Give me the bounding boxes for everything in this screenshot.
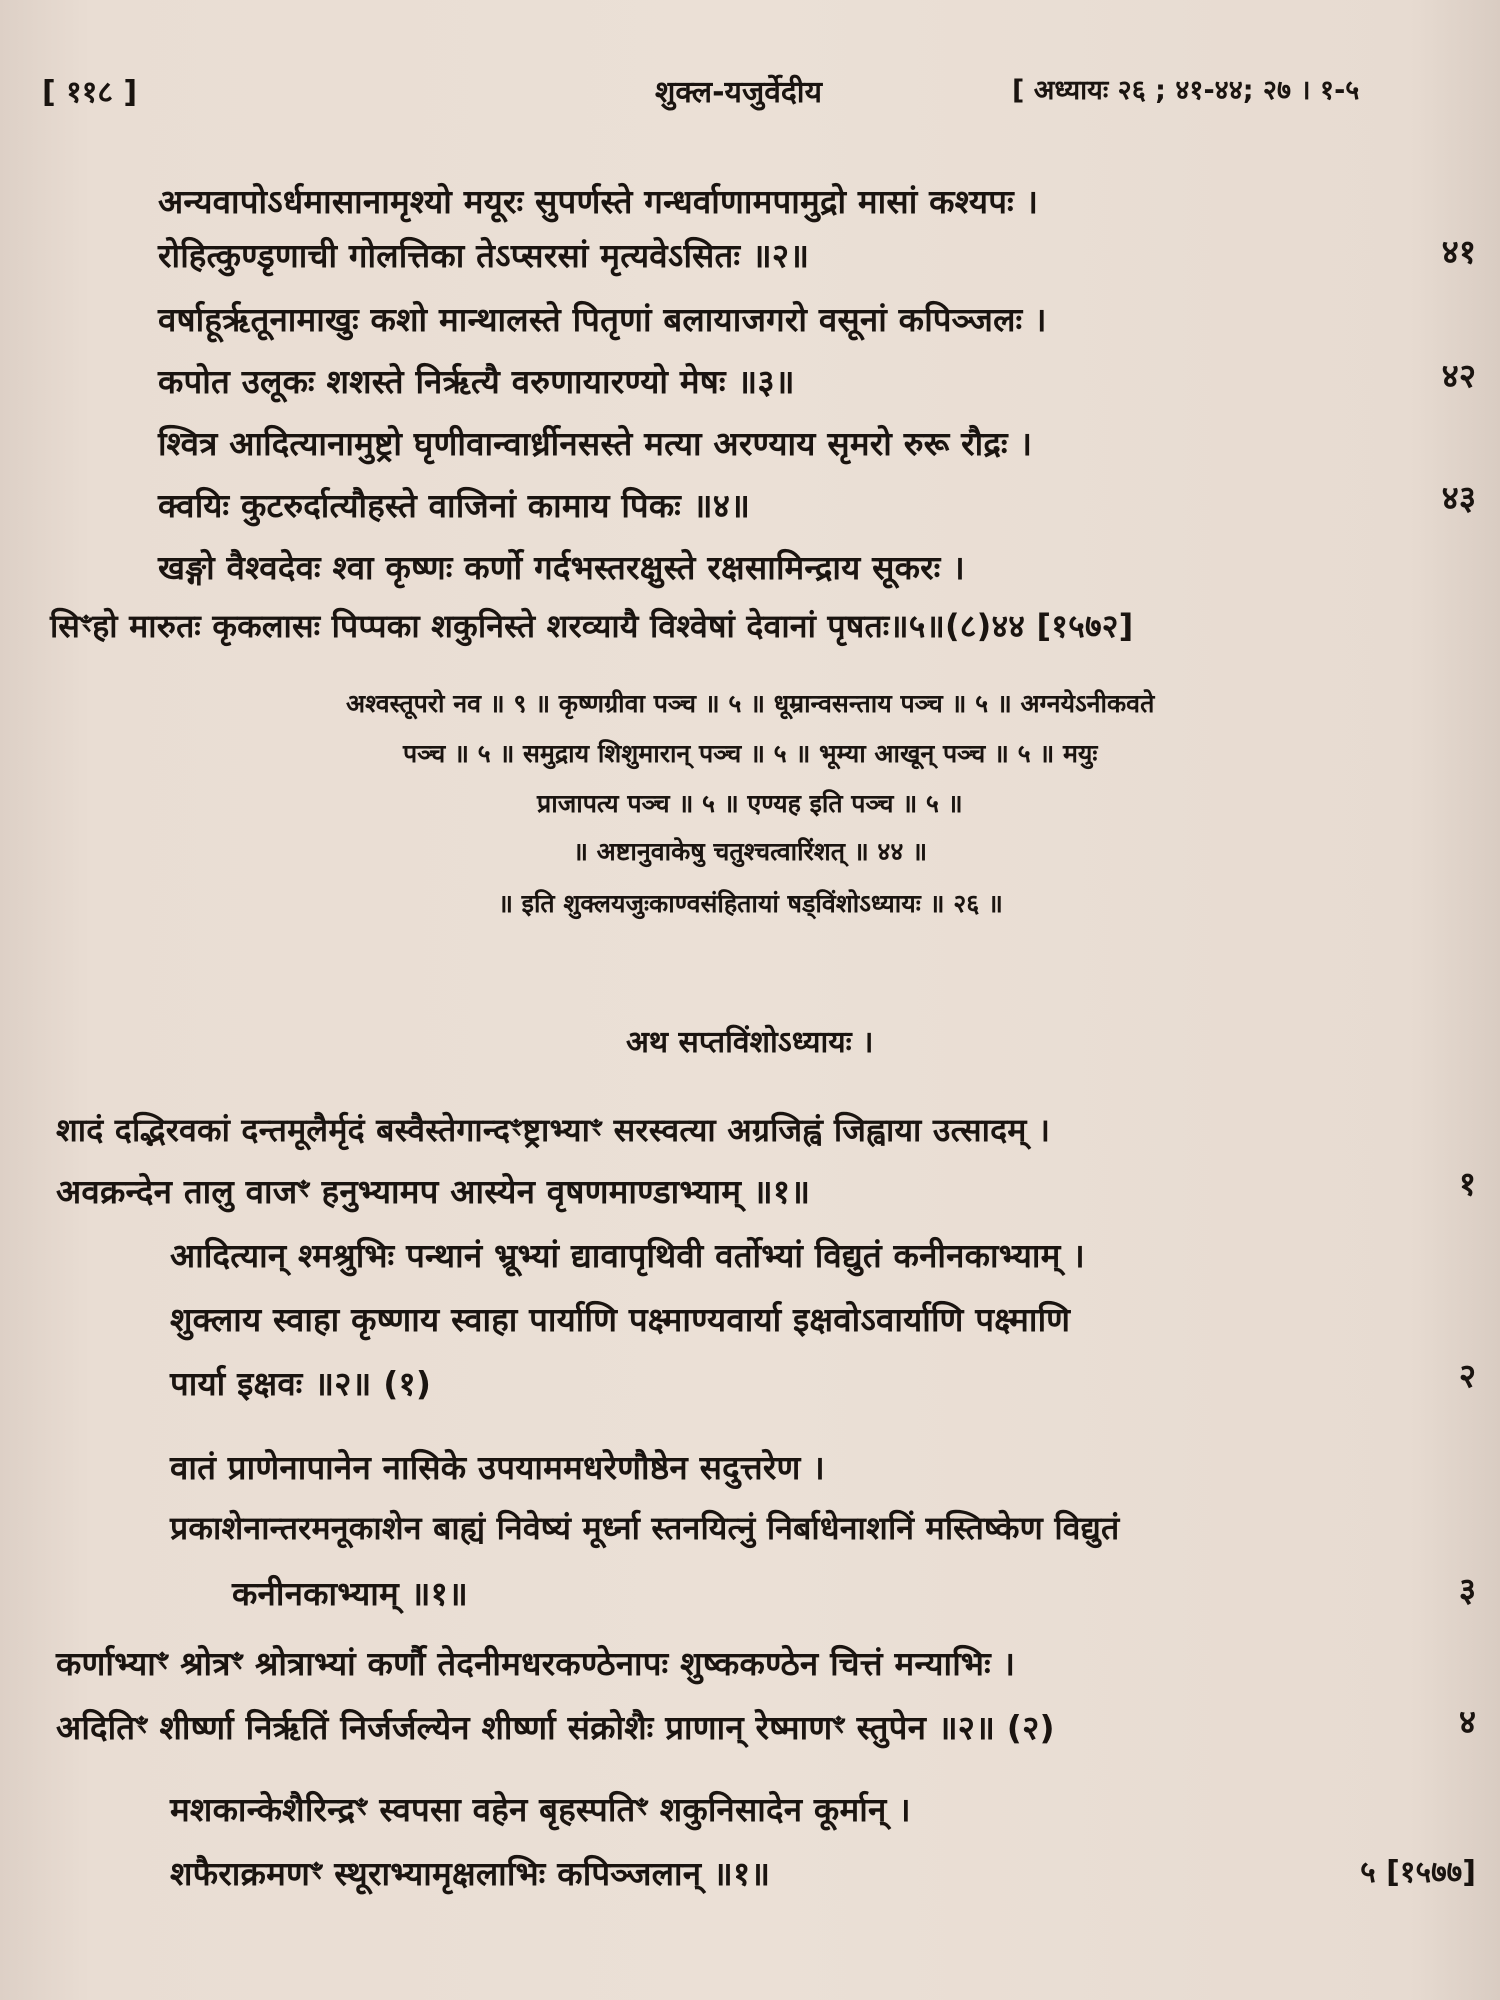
- verse-number: २: [1458, 1356, 1476, 1395]
- verse-line: शादं दद्भिरवकां दन्तमूलैर्मृदं बस्वैस्तेगान्दꣳष्ट्राभ्याꣳ सरस्वत्या अग्रजिह्वं जिह्वाया उत्सादम् ।: [56, 1111, 1051, 1149]
- chapter-reference: [ अध्यायः २६ ; ४१-४४; २७ । १-५: [1012, 75, 1360, 106]
- verse-line: शफैराक्रमणꣳ स्थूराभ्यामृक्षलाभिः कपिञ्जलान् ॥१॥: [170, 1854, 771, 1893]
- verse-line: अन्यवापोऽर्धमासानामृश्यो मयूरः सुपर्णस्ते गन्धर्वाणामपामुद्रो मासां कश्यपः ।: [158, 182, 1039, 221]
- verse-line: शुक्लाय स्वाहा कृष्णाय स्वाहा पार्याणि पक्ष्माण्यवार्या इक्षवोऽवार्याणि पक्ष्माणि: [170, 1300, 1071, 1339]
- verse-number: ३: [1458, 1570, 1476, 1609]
- verse-line: कनीनकाभ्याम् ॥१॥: [232, 1574, 468, 1613]
- summary-line: पञ्च ॥ ५ ॥ समुद्राय शिशुमारान् पञ्च ॥ ५ ॥ भूम्या आखून् पञ्च ॥ ५ ॥ मयुः: [403, 739, 1098, 768]
- verse-line: अवक्रन्देन तालु वाजꣳ हनुभ्यामप आस्येन वृषणमाण्डाभ्याम् ॥१॥: [56, 1172, 811, 1211]
- verse-number: ४१: [1441, 232, 1476, 271]
- summary-line: ॥ अष्टानुवाकेषु चतुश्चत्वारिंशत् ॥ ४४ ॥: [573, 837, 928, 866]
- verse-number: ४३: [1441, 478, 1476, 517]
- verse-line: सिꣳहो मारुतः कृकलासः पिप्पका शकुनिस्ते शरव्यायै विश्वेषां देवानां पृषतः॥५॥(८)४४ [१५७२]: [50, 607, 1134, 645]
- verse-number: ४२: [1441, 356, 1476, 395]
- verse-number: ५ [१५७७]: [1360, 1855, 1476, 1890]
- verse-line: वर्षाहूर्ऋतूनामाखुः कशो मान्थालस्ते पितृणां बलायाजगरो वसूनां कपिञ्जलः ।: [158, 300, 1047, 339]
- verse-line: अदितिꣳ शीर्ष्णा निर्ऋतिं निर्जर्जल्येन शीर्ष्णा संक्रोशैः प्राणान् रेष्माणꣳ स्तुपेन ॥२॥ (२): [56, 1708, 1055, 1747]
- verse-line: मशकान्केशैरिन्द्रꣳ स्वपसा वहेन बृहस्पतिꣳ शकुनिसादेन कूर्मान् ।: [170, 1790, 911, 1829]
- chapter-colophon: ॥ इति शुक्लयजुःकाण्वसंहितायां षड्विंशोऽध्यायः ॥ २६ ॥: [498, 889, 1003, 918]
- verse-number: १: [1458, 1164, 1476, 1203]
- verse-line: क्वयिः कुटरुर्दात्यौहस्ते वाजिनां कामाय पिकः ॥४॥: [158, 486, 751, 525]
- verse-line: प्रकाशेनान्तरमनूकाशेन बाह्यं निवेष्यं मूर्ध्ना स्तनयित्नुं निर्बाधेनाशनिं मस्तिष्केण विद्युतं: [170, 1509, 1120, 1547]
- summary-line: अश्वस्तूपरो नव ॥ ९ ॥ कृष्णग्रीवा पञ्च ॥ ५ ॥ धूम्रान्वसन्ताय पञ्च ॥ ५ ॥ अग्नयेऽनीकवते: [346, 689, 1155, 718]
- chapter-27-title: अथ सप्तविंशोऽध्यायः ।: [626, 1025, 874, 1060]
- verse-line: कपोत उलूकः शशस्ते निर्ऋत्यै वरुणायारण्यो मेषः ॥३॥: [158, 362, 795, 401]
- verse-line: आदित्यान् श्मश्रुभिः पन्थानं भ्रूभ्यां द्यावापृथिवी वर्तोभ्यां विद्युतं कनीनकाभ्याम् ।: [170, 1236, 1085, 1275]
- page-number: [ ११८ ]: [42, 75, 138, 110]
- verse-line: रोहित्कुण्डृणाची गोलत्तिका तेऽप्सरसां मृत्यवेऽसितः ॥२॥: [158, 236, 810, 275]
- running-title: शुक्ल-यजुर्वेदीय: [655, 75, 822, 110]
- verse-line: खङ्गो वैश्वदेवः श्वा कृष्णः कर्णो गर्दभस्तरक्षुस्ते रक्षसामिन्द्राय सूकरः ।: [158, 548, 965, 587]
- summary-line: प्राजापत्य पञ्च ॥ ५ ॥ एण्यह इति पञ्च ॥ ५ ॥: [537, 789, 963, 818]
- verse-line: श्वित्र आदित्यानामुष्ट्रो घृणीवान्वार्ध्रीनसस्ते मत्या अरण्याय सृमरो रुरू रौद्रः ।: [158, 424, 1033, 463]
- verse-number: ४: [1458, 1702, 1476, 1741]
- verse-line: वातं प्राणेनापानेन नासिके उपयाममधरेणौष्ठेन सदुत्तरेण ।: [170, 1448, 826, 1487]
- verse-line: पार्या इक्षवः ॥२॥ (१): [170, 1364, 432, 1403]
- verse-line: कर्णाभ्याꣳ श्रोत्रꣳ श्रोत्राभ्यां कर्णौ तेदनीमधरकण्ठेनापः शुष्ककण्ठेन चित्तं मन्याभिः ।: [56, 1644, 1016, 1683]
